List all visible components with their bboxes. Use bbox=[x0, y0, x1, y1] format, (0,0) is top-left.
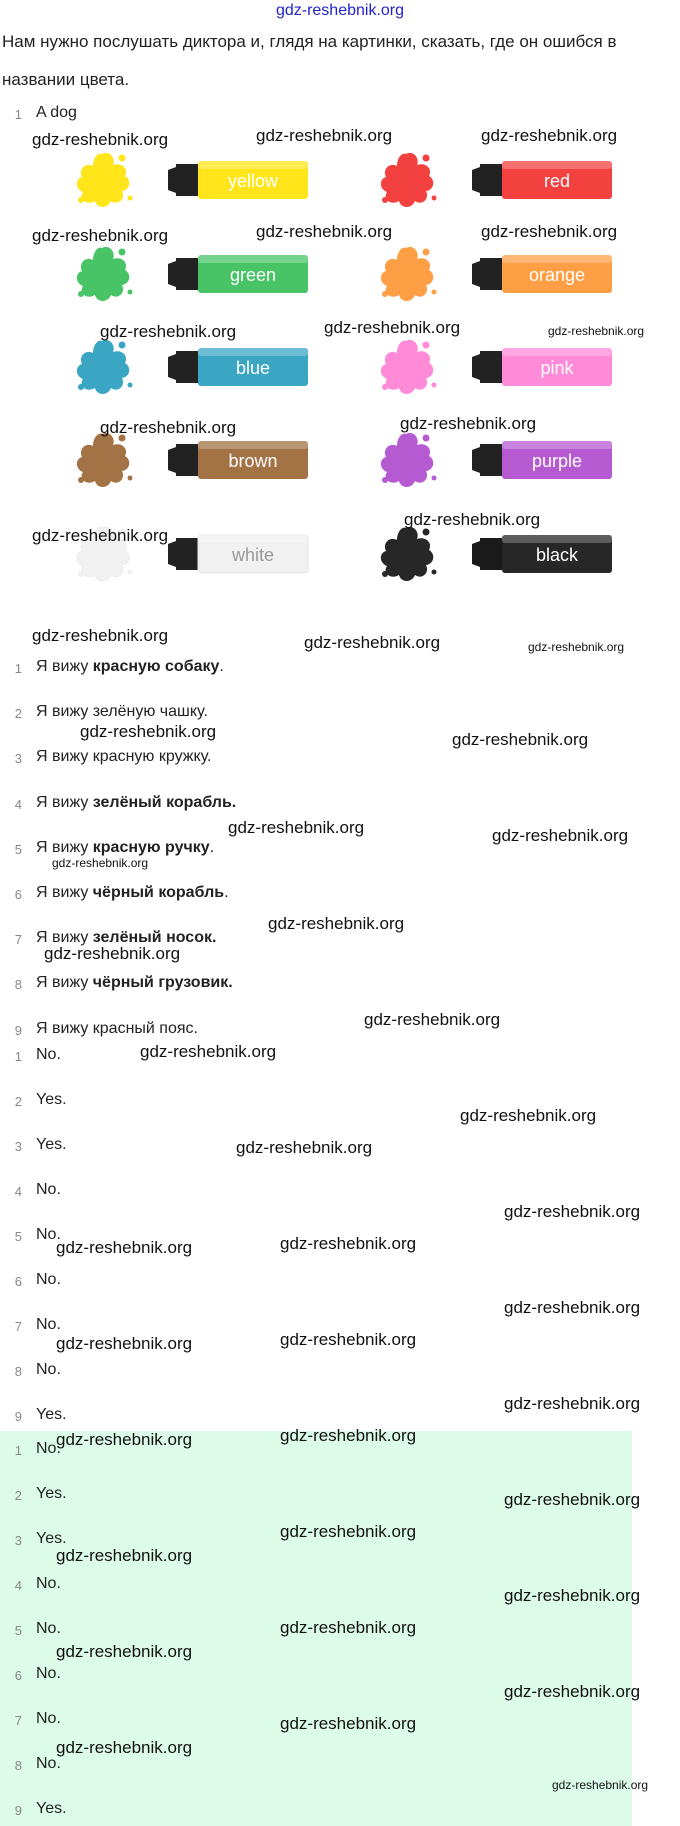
sentence-highlight: красную ручку bbox=[92, 839, 210, 856]
watermark-text: gdz-reshebnik.org bbox=[552, 1778, 649, 1792]
marker-black bbox=[376, 522, 616, 591]
answer-number: 8 bbox=[14, 1364, 22, 1379]
answer-text: No. bbox=[36, 1226, 61, 1243]
sentence-number: 3 bbox=[14, 751, 22, 766]
watermark-text: gdz-reshebnik.org bbox=[256, 126, 393, 145]
sentence-text bbox=[36, 839, 214, 857]
paint-splash-icon bbox=[77, 433, 133, 487]
sentence-prefix: Я вижу bbox=[36, 839, 93, 856]
sentence-number: 1 bbox=[14, 661, 22, 676]
watermark-text: gdz-reshebnik.org bbox=[32, 626, 169, 645]
watermark-text: gdz-reshebnik.org bbox=[481, 222, 618, 241]
answer-text: Yes. bbox=[36, 1406, 67, 1423]
watermark-text: gdz-reshebnik.org bbox=[56, 1334, 193, 1353]
watermark-text: gdz-reshebnik.org bbox=[504, 1682, 641, 1701]
sentence-number: 6 bbox=[14, 887, 22, 902]
sentence-text bbox=[36, 658, 224, 676]
watermark-text: gdz-reshebnik.org bbox=[548, 324, 645, 338]
answer-number: 4 bbox=[14, 1578, 22, 1593]
watermark-text: gdz-reshebnik.org bbox=[280, 1714, 417, 1733]
watermark-text: gdz-reshebnik.org bbox=[304, 633, 441, 652]
watermark-text: gdz-reshebnik.org bbox=[400, 414, 537, 433]
sentence-highlight: чёрный корабль bbox=[92, 884, 225, 901]
sentence-text bbox=[36, 884, 229, 902]
answer-text: No. bbox=[36, 1755, 61, 1772]
watermark-text: gdz-reshebnik.org bbox=[32, 226, 169, 245]
watermark-text: gdz-reshebnik.org bbox=[324, 318, 461, 337]
marker-label: purple bbox=[531, 451, 583, 471]
answer-text: No. bbox=[36, 1046, 61, 1063]
sentence-prefix: Я вижу bbox=[36, 974, 93, 991]
watermark-text: gdz-reshebnik.org bbox=[268, 914, 405, 933]
marker-label: black bbox=[535, 545, 579, 565]
marker-label: orange bbox=[528, 265, 586, 285]
marker-label: pink bbox=[540, 358, 574, 378]
paint-splash-icon bbox=[381, 527, 437, 581]
answer-text: No. bbox=[36, 1316, 61, 1333]
paint-splash-icon bbox=[77, 247, 133, 301]
answer-text: No. bbox=[36, 1181, 61, 1198]
sentence-prefix: Я вижу bbox=[36, 658, 93, 675]
sentence-number: 5 bbox=[14, 842, 22, 857]
highlighter-pen-icon bbox=[168, 441, 308, 479]
watermark-text: gdz-reshebnik.org bbox=[44, 944, 181, 963]
watermark-text: gdz-reshebnik.org bbox=[32, 130, 169, 149]
paint-splash-icon bbox=[381, 247, 437, 301]
marker-label: red bbox=[543, 171, 571, 191]
sentence-number: 4 bbox=[14, 797, 22, 812]
sentence-prefix: Я вижу bbox=[36, 884, 93, 901]
marker-pink bbox=[376, 335, 616, 404]
sentence-prefix: Я вижу красную кружку. bbox=[36, 748, 212, 765]
sentence-number: 8 bbox=[14, 977, 22, 992]
watermark-text: gdz-reshebnik.org bbox=[280, 1426, 417, 1445]
sentence-text bbox=[36, 1020, 198, 1038]
paint-splash-icon bbox=[77, 340, 133, 394]
paint-splash-icon bbox=[381, 340, 437, 394]
watermark-text: gdz-reshebnik.org bbox=[460, 1106, 597, 1125]
highlighter-pen-icon bbox=[472, 441, 612, 479]
answer-text: No. bbox=[36, 1440, 61, 1457]
paint-splash-icon bbox=[381, 153, 437, 207]
answer-number: 8 bbox=[14, 1758, 22, 1773]
paint-splash-icon bbox=[77, 153, 133, 207]
highlighter-pen-icon bbox=[472, 535, 612, 573]
watermark-text: gdz-reshebnik.org bbox=[504, 1202, 641, 1221]
highlighter-pen-icon bbox=[168, 535, 308, 573]
watermark-text: gdz-reshebnik.org bbox=[56, 1546, 193, 1565]
watermark-text: gdz-reshebnik.org bbox=[280, 1330, 417, 1349]
sentence-text bbox=[36, 748, 211, 766]
sentence-highlight: красную собаку bbox=[92, 658, 220, 675]
answer-number: 2 bbox=[14, 1094, 22, 1109]
watermark-text: gdz-reshebnik.org bbox=[280, 1618, 417, 1637]
sentence-number: 2 bbox=[14, 706, 22, 721]
answer-text: No. bbox=[36, 1271, 61, 1288]
sentence-text bbox=[36, 794, 236, 812]
intro-line-2: названии цвета. bbox=[2, 70, 130, 89]
marker-red bbox=[376, 148, 616, 217]
answer-text: Yes. bbox=[36, 1485, 67, 1502]
sentence-text bbox=[36, 974, 233, 992]
watermark-text: gdz-reshebnik.org bbox=[56, 1238, 193, 1257]
answer-text: No. bbox=[36, 1665, 61, 1682]
watermark-text: gdz-reshebnik.org bbox=[100, 322, 237, 341]
watermark-text: gdz-reshebnik.org bbox=[404, 510, 541, 529]
answer-text: Yes. bbox=[36, 1530, 67, 1547]
marker-label: green bbox=[229, 265, 277, 285]
highlighter-pen-icon bbox=[472, 161, 612, 199]
answer-text: No. bbox=[36, 1575, 61, 1592]
watermark-text: gdz-reshebnik.org bbox=[140, 1042, 277, 1061]
watermark-text: gdz-reshebnik.org bbox=[236, 1138, 373, 1157]
marker-purple bbox=[376, 428, 616, 497]
marker-brown bbox=[72, 428, 312, 497]
marker-orange bbox=[376, 242, 616, 311]
watermark-text: gdz-reshebnik.org bbox=[280, 1522, 417, 1541]
marker-label: white bbox=[231, 545, 275, 565]
answer-number: 2 bbox=[14, 1488, 22, 1503]
watermark-text: gdz-reshebnik.org bbox=[504, 1394, 641, 1413]
watermark-text: gdz-reshebnik.org bbox=[481, 126, 618, 145]
sentence-suffix: . bbox=[209, 839, 215, 856]
watermark-text: gdz-reshebnik.org bbox=[280, 1234, 417, 1253]
answer-number: 3 bbox=[14, 1139, 22, 1154]
watermark-text: gdz-reshebnik.org bbox=[256, 222, 393, 241]
marker-label: yellow bbox=[227, 171, 279, 191]
watermark-text: gdz-reshebnik.org bbox=[56, 1738, 193, 1757]
watermark-text: gdz-reshebnik.org bbox=[492, 826, 629, 845]
sentence-prefix: Я вижу bbox=[36, 929, 93, 946]
sentence-suffix: . bbox=[219, 658, 224, 675]
answer-number: 1 bbox=[14, 1049, 22, 1064]
answer-text: No. bbox=[36, 1710, 61, 1727]
answer-number: 9 bbox=[14, 1409, 22, 1424]
watermark-text: gdz-reshebnik.org bbox=[52, 856, 149, 870]
sentence-suffix: . bbox=[224, 884, 229, 901]
answer-number: 6 bbox=[14, 1668, 22, 1683]
sentence-highlight: чёрный грузовик. bbox=[92, 974, 233, 991]
marker-label: brown bbox=[228, 451, 278, 471]
answer-number: 9 bbox=[14, 1803, 22, 1818]
marker-green bbox=[72, 242, 312, 311]
answer-text: Yes. bbox=[36, 1091, 67, 1108]
intro-line-1: Нам нужно послушать диктора и, глядя на картинки, сказать, где он ошибся в bbox=[2, 32, 617, 51]
site-link[interactable]: gdz-reshebnik.org bbox=[275, 2, 405, 19]
answer-number: 1 bbox=[14, 1443, 22, 1458]
sentence-prefix: Я вижу bbox=[36, 794, 93, 811]
answer-number: 4 bbox=[14, 1184, 22, 1199]
watermark-text: gdz-reshebnik.org bbox=[364, 1010, 501, 1029]
watermark-text: gdz-reshebnik.org bbox=[80, 722, 217, 741]
watermark-text: gdz-reshebnik.org bbox=[32, 526, 169, 545]
sentence-highlight: зелёный корабль. bbox=[92, 794, 237, 811]
marker-yellow bbox=[72, 148, 312, 217]
watermark-text: gdz-reshebnik.org bbox=[452, 730, 589, 749]
answer-text: Yes. bbox=[36, 1136, 67, 1153]
marker-label: blue bbox=[235, 358, 271, 378]
highlighter-pen-icon bbox=[472, 348, 612, 386]
watermark-text: gdz-reshebnik.org bbox=[504, 1298, 641, 1317]
sentence-prefix: Я вижу красный пояс. bbox=[36, 1020, 198, 1037]
answer-number: 7 bbox=[14, 1319, 22, 1334]
highlighter-pen-icon bbox=[168, 255, 308, 293]
watermark-text: gdz-reshebnik.org bbox=[228, 818, 365, 837]
example-text: A dog bbox=[36, 104, 77, 121]
marker-blue bbox=[72, 335, 312, 404]
sentence-highlight: зелёный носок. bbox=[92, 929, 217, 946]
watermark-text: gdz-reshebnik.org bbox=[100, 418, 237, 437]
answer-text: No. bbox=[36, 1361, 61, 1378]
highlighter-pen-icon bbox=[168, 348, 308, 386]
sentence-text bbox=[36, 703, 208, 721]
watermark-text: gdz-reshebnik.org bbox=[504, 1490, 641, 1509]
watermark-text: gdz-reshebnik.org bbox=[504, 1586, 641, 1605]
answer-number: 7 bbox=[14, 1713, 22, 1728]
answer-number: 3 bbox=[14, 1533, 22, 1548]
watermark-text: gdz-reshebnik.org bbox=[56, 1642, 193, 1661]
answer-number: 6 bbox=[14, 1274, 22, 1289]
answer-text: No. bbox=[36, 1620, 61, 1637]
highlighter-pen-icon bbox=[472, 255, 612, 293]
sentence-prefix: Я вижу зелёную чашку. bbox=[36, 703, 208, 720]
highlighter-pen-icon bbox=[168, 161, 308, 199]
answer-number: 5 bbox=[14, 1623, 22, 1638]
answer-number: 5 bbox=[14, 1229, 22, 1244]
paint-splash-icon bbox=[381, 433, 437, 487]
sentence-number: 9 bbox=[14, 1023, 22, 1038]
watermark-text: gdz-reshebnik.org bbox=[528, 640, 625, 654]
watermark-text: gdz-reshebnik.org bbox=[56, 1430, 193, 1449]
answer-text: Yes. bbox=[36, 1800, 67, 1817]
sentence-number: 7 bbox=[14, 932, 22, 947]
example-number: 1 bbox=[14, 107, 22, 122]
